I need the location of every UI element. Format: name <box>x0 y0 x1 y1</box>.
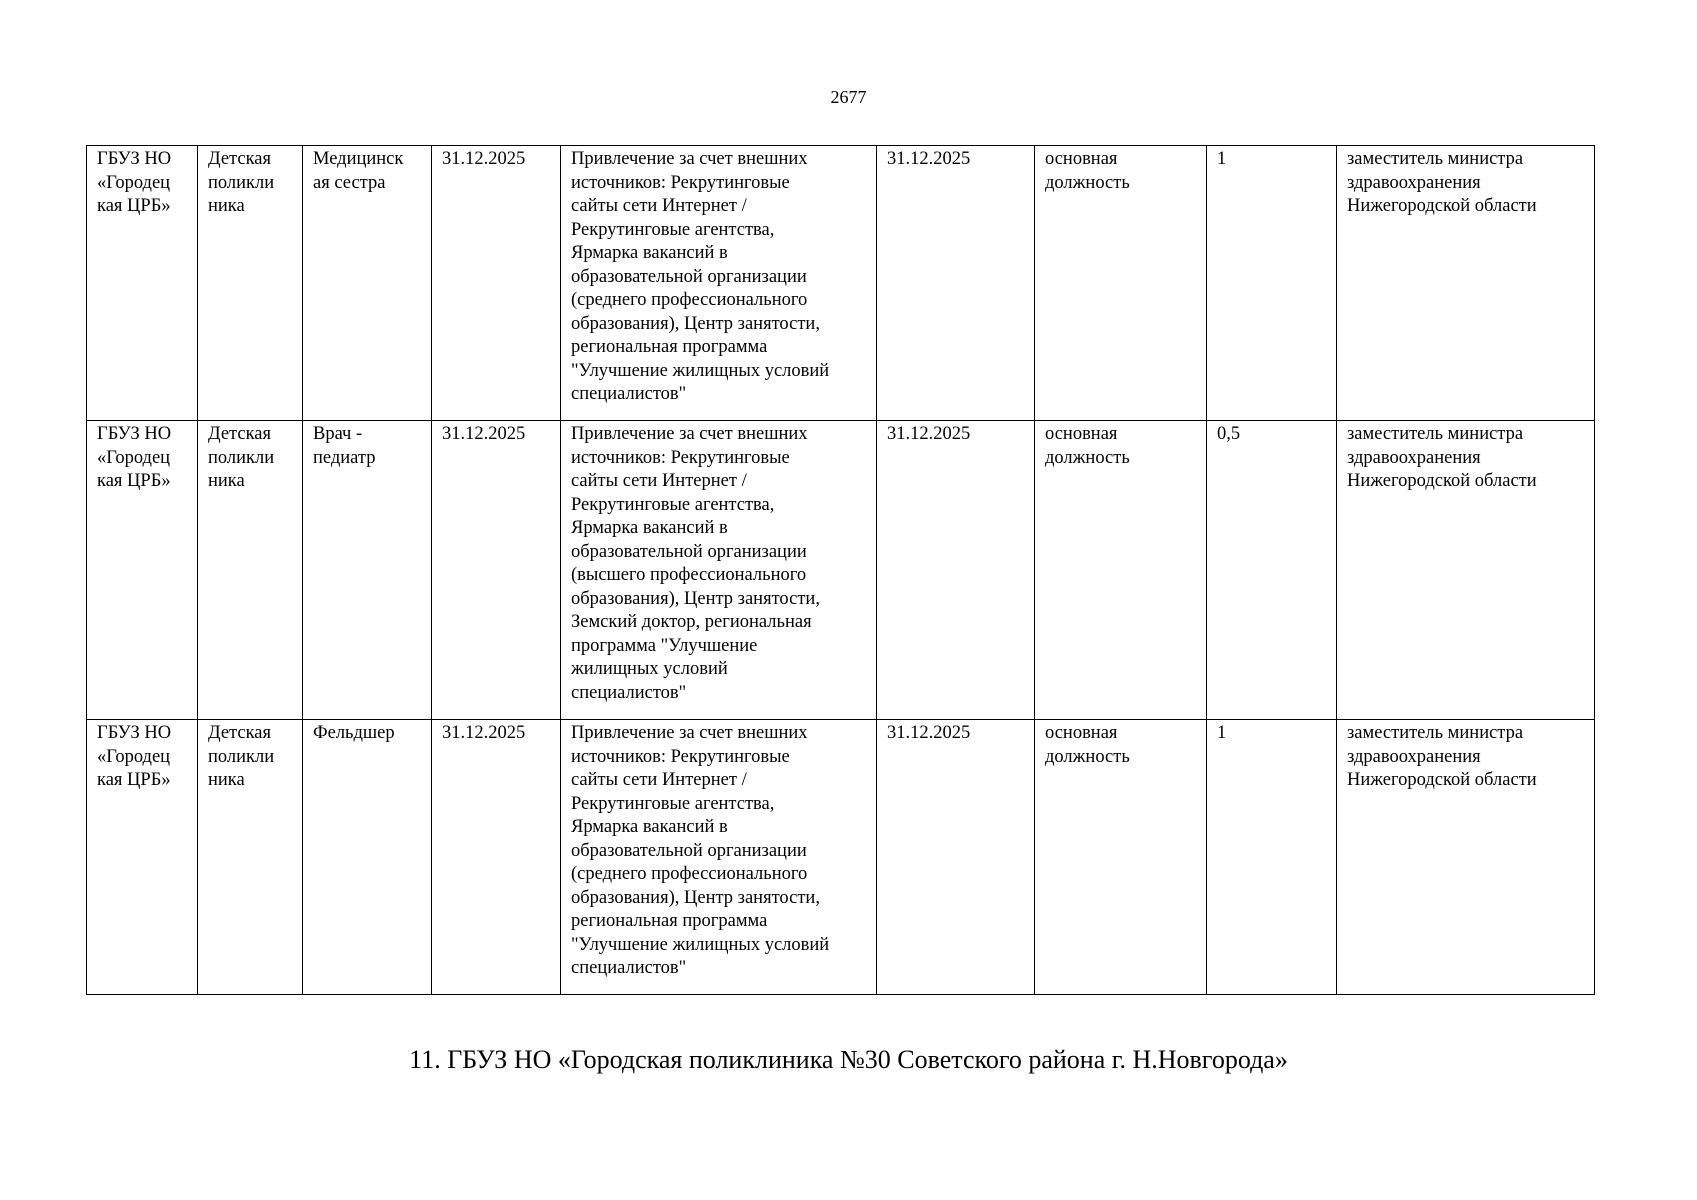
page-number: 2677 <box>830 87 867 107</box>
cell-employment-type: основная должность <box>1035 146 1207 421</box>
cell-rate: 1 <box>1207 720 1337 995</box>
cell-date-needed: 31.12.2025 <box>432 421 561 720</box>
cell-measures: Привлечение за счет внешних источников: Рекрутинговые сайты сети Интернет / Рекрутинговые агентства, Ярмарка вакансий в образовательной организации (среднего профессионального образования), Центр занятости, региональная программа "Улучшение жилищных условий специалистов" <box>561 146 877 421</box>
cell-date-done: 31.12.2025 <box>877 146 1035 421</box>
table-row <box>87 146 1595 421</box>
cell-responsible: заместитель министра здравоохранения Нижегородской области <box>1337 421 1595 720</box>
cell-organization: ГБУЗ НО «Городец кая ЦРБ» <box>87 146 198 421</box>
cell-position: Фельдшер <box>303 720 432 995</box>
cell-responsible: заместитель министра здравоохранения Нижегородской области <box>1337 146 1595 421</box>
vacancy-table <box>86 145 1595 995</box>
cell-organization: ГБУЗ НО «Городец кая ЦРБ» <box>87 720 198 995</box>
cell-unit: Детская поликли ника <box>198 146 303 421</box>
cell-unit: Детская поликли ника <box>198 421 303 720</box>
cell-date-done: 31.12.2025 <box>877 720 1035 995</box>
cell-employment-type: основная должность <box>1035 421 1207 720</box>
cell-measures: Привлечение за счет внешних источников: Рекрутинговые сайты сети Интернет / Рекрутинговые агентства, Ярмарка вакансий в образовательной организации (высшего профессионального образования), Центр занятости, Земский доктор, региональная программа "Улучшение жилищных условий специалистов" <box>561 421 877 720</box>
cell-measures: Привлечение за счет внешних источников: Рекрутинговые сайты сети Интернет / Рекрутинговые агентства, Ярмарка вакансий в образовательной организации (среднего профессионального образования), Центр занятости, региональная программа "Улучшение жилищных условий специалистов" <box>561 720 877 995</box>
cell-position: Врач - педиатр <box>303 421 432 720</box>
cell-responsible: заместитель министра здравоохранения Нижегородской области <box>1337 720 1595 995</box>
cell-rate: 0,5 <box>1207 421 1337 720</box>
table-row <box>87 421 1595 720</box>
section-heading: 11. ГБУЗ НО «Городская поликлиника №30 Советского района г. Н.Новгорода» <box>409 1045 1288 1074</box>
cell-unit: Детская поликли ника <box>198 720 303 995</box>
cell-employment-type: основная должность <box>1035 720 1207 995</box>
cell-date-needed: 31.12.2025 <box>432 146 561 421</box>
cell-rate: 1 <box>1207 146 1337 421</box>
cell-date-needed: 31.12.2025 <box>432 720 561 995</box>
cell-date-done: 31.12.2025 <box>877 421 1035 720</box>
cell-organization: ГБУЗ НО «Городец кая ЦРБ» <box>87 421 198 720</box>
cell-position: Медицинск ая сестра <box>303 146 432 421</box>
table-row <box>87 720 1595 995</box>
